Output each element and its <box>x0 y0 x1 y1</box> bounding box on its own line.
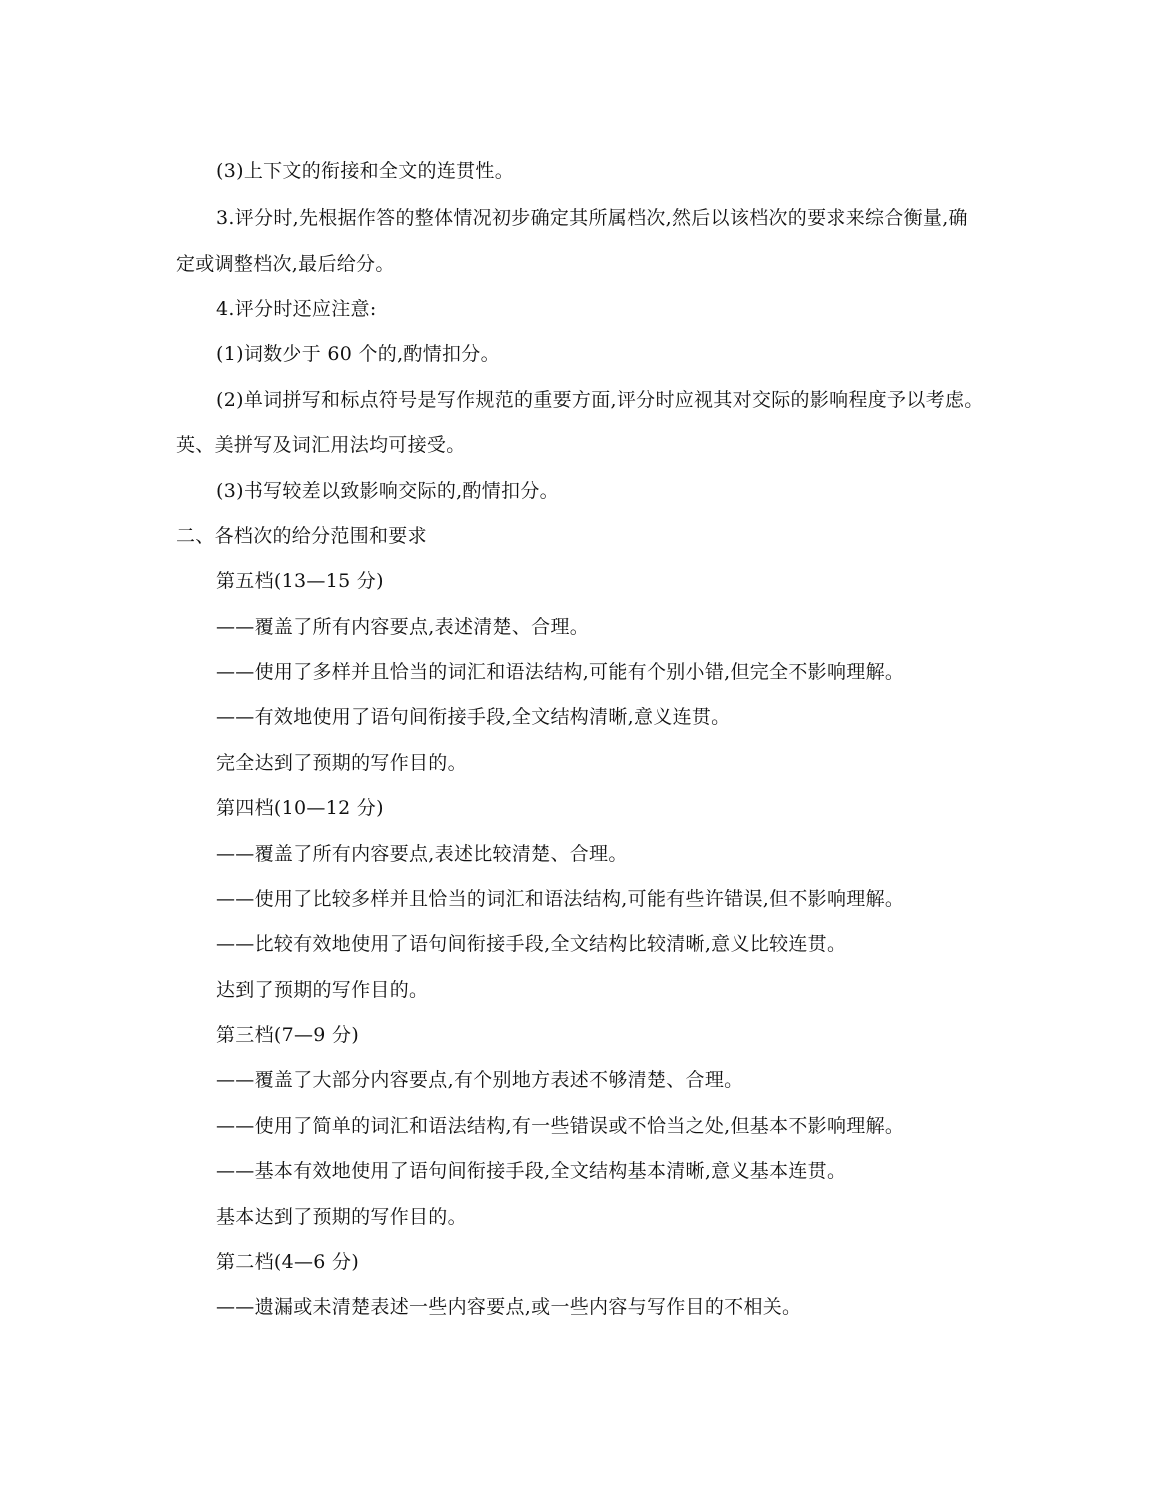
paragraph-line: 3.评分时,先根据作答的整体情况初步确定其所属档次,然后以该档次的要求来综合衡量,确 <box>216 207 968 229</box>
paragraph-line: (3)书写较差以致影响交际的,酌情扣分。 <box>216 480 559 502</box>
section-heading: 二、各档次的给分范围和要求 <box>176 525 427 547</box>
criterion-line: ——使用了比较多样并且恰当的词汇和语法结构,可能有些许错误,但不影响理解。 <box>216 888 905 910</box>
grade-summary: 完全达到了预期的写作目的。 <box>216 752 467 774</box>
criterion-line: ——基本有效地使用了语句间衔接手段,全文结构基本清晰,意义基本连贯。 <box>216 1160 847 1182</box>
paragraph-line: 4.评分时还应注意: <box>216 298 377 320</box>
grade-summary: 达到了预期的写作目的。 <box>216 979 429 1001</box>
grade-heading: 第四档(10—12 分) <box>216 797 384 819</box>
paragraph-line: (3)上下文的衔接和全文的连贯性。 <box>216 160 515 182</box>
criterion-line: ——遗漏或未清楚表述一些内容要点,或一些内容与写作目的不相关。 <box>216 1296 802 1318</box>
grade-heading: 第三档(7—9 分) <box>216 1024 360 1046</box>
criterion-line: ——有效地使用了语句间衔接手段,全文结构清晰,意义连贯。 <box>216 706 731 728</box>
paragraph-line: (1)词数少于 60 个的,酌情扣分。 <box>216 343 500 365</box>
grade-summary: 基本达到了预期的写作目的。 <box>216 1206 467 1228</box>
criterion-line: ——覆盖了所有内容要点,表述清楚、合理。 <box>216 616 590 638</box>
paragraph-line: 英、美拼写及词汇用法均可接受。 <box>176 434 466 456</box>
criterion-line: ——覆盖了所有内容要点,表述比较清楚、合理。 <box>216 843 628 865</box>
criterion-line: ——覆盖了大部分内容要点,有个别地方表述不够清楚、合理。 <box>216 1069 744 1091</box>
criterion-line: ——使用了多样并且恰当的词汇和语法结构,可能有个别小错,但完全不影响理解。 <box>216 661 905 683</box>
criterion-line: ——比较有效地使用了语句间衔接手段,全文结构比较清晰,意义比较连贯。 <box>216 933 847 955</box>
paragraph-line: 定或调整档次,最后给分。 <box>176 253 395 275</box>
paragraph-line: (2)单词拼写和标点符号是写作规范的重要方面,评分时应视其对交际的影响程度予以考虑。 <box>216 389 984 411</box>
criterion-line: ——使用了简单的词汇和语法结构,有一些错误或不恰当之处,但基本不影响理解。 <box>216 1115 905 1137</box>
grade-heading: 第五档(13—15 分) <box>216 570 384 592</box>
grade-heading: 第二档(4—6 分) <box>216 1251 360 1273</box>
